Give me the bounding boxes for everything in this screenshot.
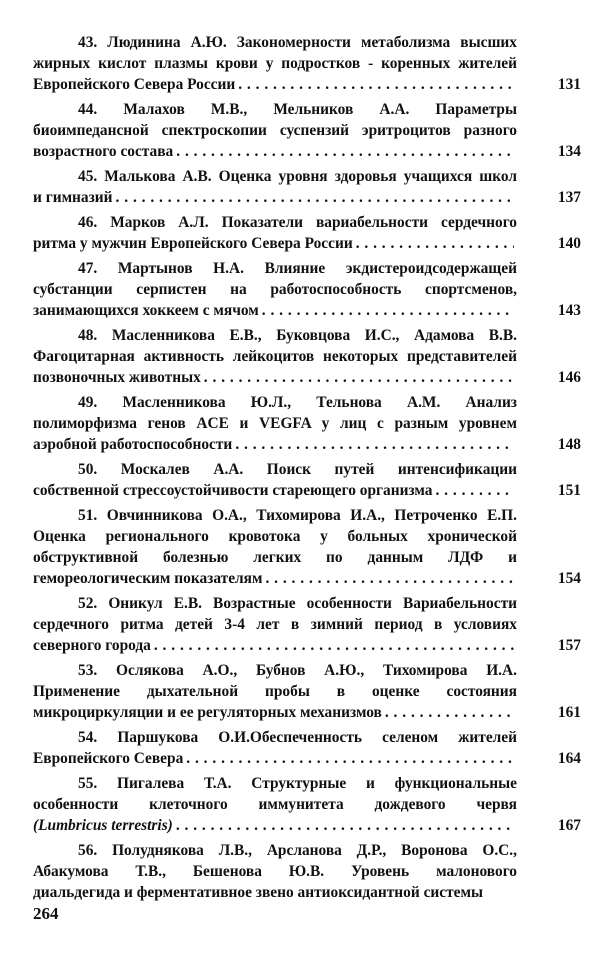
toc-entry-line [33,141,581,162]
toc-entry-text: Европейского Севера [33,750,184,767]
toc-entry [33,212,581,254]
toc-entry [33,166,581,208]
dot-leader [116,187,514,208]
toc-entry-text: 45. Малькова А.В. Оценка уровня здоровья учащихся школ [78,168,517,185]
toc-entry-line [33,568,581,589]
toc-entry-text: занимающихся хоккеем с мячом [33,302,259,319]
toc-entry-line [33,233,581,254]
toc-entry-line [33,526,581,547]
toc-entry-line [33,258,581,279]
toc-entry-text: микроциркуляции и ее регуляторных механизмов [33,704,382,721]
toc-entry-text: Оценка регионального кровотока у больных хронической [33,528,517,545]
toc-entry-line [33,392,581,413]
toc-entry-text: обструктивной болезнью легких по данным ЛДФ и [33,549,517,566]
toc-entry-line [33,212,581,233]
dot-leader [356,233,514,254]
dot-leader [176,141,514,162]
toc-page-number: 140 [557,235,581,252]
toc-entry-text: возрастного состава [33,143,174,160]
toc-entry-line [33,300,581,321]
toc-entry-text: северного города [33,637,151,654]
toc-entry-line [33,505,581,526]
toc-entry-line [33,773,581,794]
toc-entry-text: 47. Мартынов Н.А. Влияние экдистероидсодержащей [78,260,517,277]
toc-entry-text: особенности клеточного иммунитета дождевого червя [33,796,517,813]
dot-leader [265,568,514,589]
toc-entry-line [33,748,581,769]
toc-entry-text: Применение дыхательной пробы в оценке состояния [33,683,517,700]
toc-entry-line [33,593,581,614]
toc-entry-text: 52. Оникул Е.В. Возрастные особенности Вариабельности [78,595,517,612]
toc-entry [33,660,581,723]
toc-entry-line [33,367,581,388]
toc-entry-line [33,120,581,141]
toc-entry-line [33,882,581,903]
toc-page-number: 148 [557,436,581,453]
toc-entry [33,593,581,656]
toc-entry-text: Абакумова Т.В., Бешенова Ю.В. Уровень малонового [33,863,517,880]
toc-entry-line [33,166,581,187]
toc-page-number: 161 [557,704,581,721]
dot-leader [385,702,514,723]
toc-entry-text: 46. Марков А.Л. Показатели вариабельности сердечного [78,214,517,231]
dot-leader [262,300,514,321]
toc-entry-line [33,681,581,702]
toc-page-number: 154 [557,570,581,587]
toc-entry-line [33,74,581,95]
toc-entry-text: ритма у мужчин Европейского Севера России [33,235,353,252]
toc-entry-line [33,861,581,882]
toc-entry-line [33,840,581,861]
toc-entry-line [33,53,581,74]
toc-page-number: 167 [557,817,581,834]
toc-entry-text: жирных кислот плазмы крови у подростков - коренных жителей [33,55,517,72]
toc-entry [33,773,581,836]
toc-entry-text: 50. Москалев А.А. Поиск путей интенсификации [78,461,517,478]
toc-entry-text: 49. Масленникова Ю.Л., Тельнова А.М. Анализ [78,394,517,411]
toc-entry-text: гемореологическим показателям [33,570,263,587]
toc-entry-text: 54. Паршукова О.И.Обеспеченность селеном жителей [78,729,517,746]
toc-entry-text: диальдегида и ферментативное звено антиоксидантной системы [33,884,484,901]
page-number: 264 [33,904,59,923]
toc-entry-text: Европейского Севера России [33,76,236,93]
toc-entry [33,325,581,388]
toc-page-number: 134 [557,143,581,160]
toc-page-number: 137 [557,189,581,206]
toc-entry-text: позвоночных животных [33,369,201,386]
dot-leader [235,434,514,455]
toc-page-number: 146 [557,369,581,386]
dot-leader [154,635,514,656]
toc-entry [33,727,581,769]
toc-entry-text: собственной стрессоустойчивости стареющего организма [33,482,433,499]
toc-entry-line [33,480,581,501]
dot-leader [238,74,514,95]
toc-entry-line [33,727,581,748]
toc-entry [33,840,581,903]
toc-entry [33,505,581,589]
toc-entry-line [33,413,581,434]
toc-page-number: 131 [557,76,581,93]
toc-entry [33,258,581,321]
table-of-contents [33,32,581,907]
toc-entry-line [33,325,581,346]
toc-entry-text: (Lumbricus terrestris) [33,817,173,834]
toc-entry-text: 44. Малахов М.В., Мельников А.А. Параметры [78,101,517,118]
toc-entry [33,32,581,95]
toc-entry-text: 51. Овчинникова О.А., Тихомирова И.А., Петроченко Е.П. [78,507,517,524]
toc-entry-line [33,279,581,300]
toc-entry-text: 56. Полуднякова Л.В., Арсланова Д.Р., Воронова О.С., [78,842,517,859]
toc-entry-line [33,635,581,656]
toc-entry-line [33,702,581,723]
toc-entry-text: сердечного ритма детей 3-4 лет в зимний период в условиях [33,616,517,633]
toc-page-number: 157 [557,637,581,654]
toc-entry [33,99,581,162]
toc-page-number: 143 [557,302,581,319]
toc-entry-line [33,32,581,53]
toc-entry-text: и гимназий [33,189,113,206]
toc-entry-text: полиморфизма генов ACE и VEGFA у лиц с разным уровнем [33,415,517,432]
toc-entry-line [33,660,581,681]
dot-leader [186,748,514,769]
toc-entry [33,459,581,501]
toc-entry-line [33,434,581,455]
toc-page-number: 164 [557,750,581,767]
toc-entry-line [33,614,581,635]
toc-entry-line [33,346,581,367]
toc-entry-line [33,187,581,208]
dot-leader [204,367,514,388]
toc-entry [33,392,581,455]
toc-entry-text: аэробной работоспособности [33,436,233,453]
toc-entry-text: биоимпедансной спектроскопии суспензий эритроцитов разного [33,122,517,139]
dot-leader [435,480,514,501]
toc-entry-text: субстанции серпистен на работоспособность спортсменов, [33,281,517,298]
toc-entry-line [33,547,581,568]
toc-entry-text: Фагоцитарная активность лейкоцитов некоторых представителей [33,348,517,365]
toc-entry-text: 48. Масленникова Е.В., Буковцова И.С., Адамова В.В. [78,327,517,344]
toc-entry-text: 55. Пигалева Т.А. Структурные и функциональные [78,775,517,792]
dot-leader [176,815,514,836]
toc-entry-text: 43. Людинина А.Ю. Закономерности метаболизма высших [78,34,517,51]
toc-entry-line [33,99,581,120]
toc-page-number: 151 [557,482,581,499]
toc-entry-line [33,794,581,815]
toc-entry-text: 53. Ослякова А.О., Бубнов А.Ю., Тихомирова И.А. [78,662,517,679]
toc-entry-line [33,459,581,480]
toc-entry-line [33,815,581,836]
